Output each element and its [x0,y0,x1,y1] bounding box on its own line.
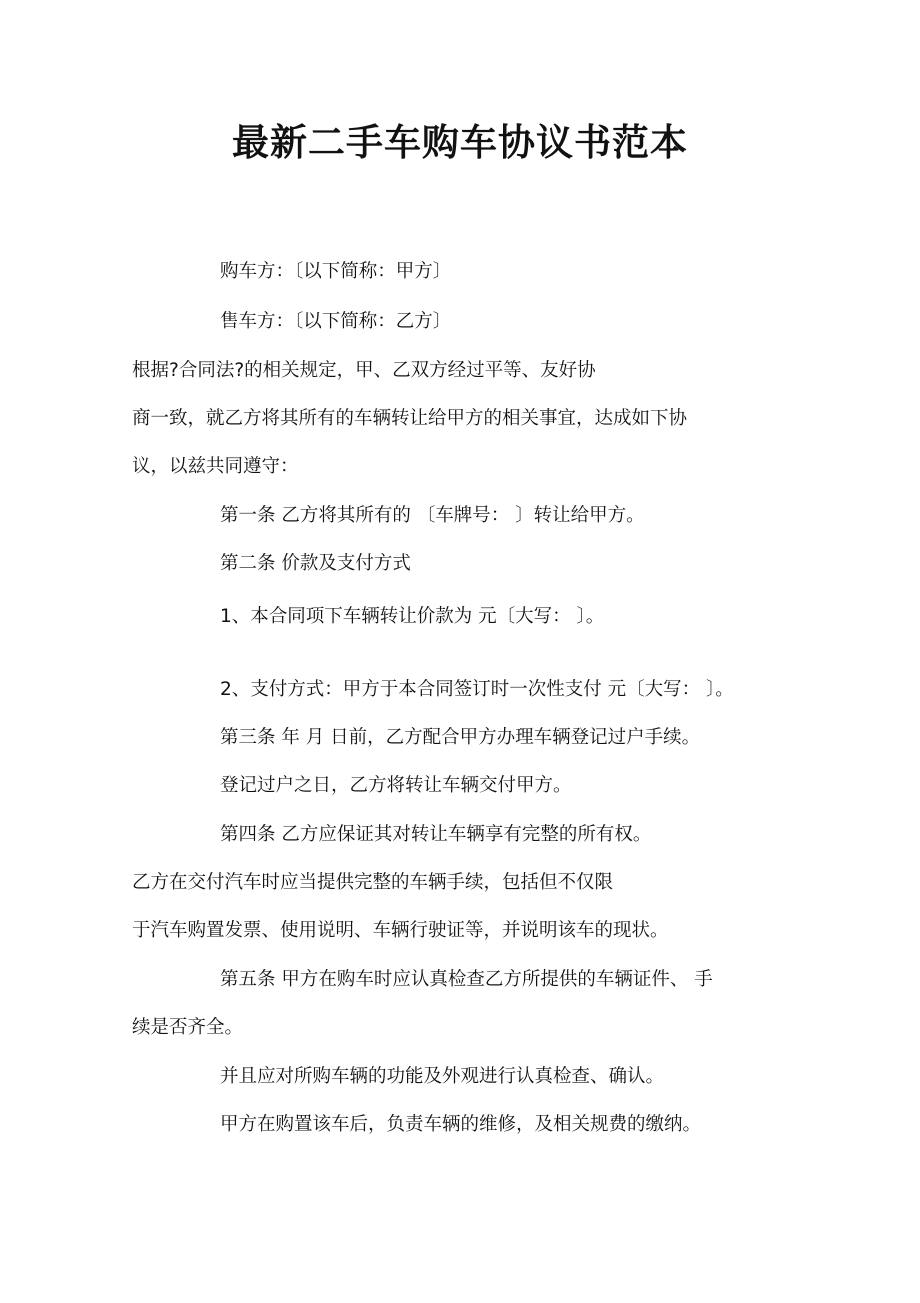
buyer-line: 购车方：〔以下简称：甲方〕 [220,261,452,282]
article-3: 第三条 年 月 日前，乙方配合甲方办理车辆登记过户手续。 [220,727,701,748]
article-5-line-3: 并且应对所购车辆的功能及外观进行认真检查、确认。 [220,1066,665,1087]
article-4-line-3: 于汽车购置发票、使用说明、车辆行驶证等，并说明该车的现状。 [132,920,669,941]
article-4: 第四条 乙方应保证其对转让车辆享有完整的所有权。 [220,824,652,845]
article-3-continued: 登记过户之日，乙方将转让车辆交付甲方。 [220,775,572,796]
article-2-heading: 第二条 价款及支付方式 [220,553,411,574]
article-5-line-2: 续是否齐全。 [132,1017,244,1038]
seller-line: 售车方：〔以下简称：乙方〕 [220,311,452,332]
article-1: 第一条 乙方将其所有的 〔车牌号： 〕转让给甲方。 [220,505,645,526]
document-title: 最新二手车购车协议书范本 [232,121,688,164]
article-4-line-2: 乙方在交付汽车时应当提供完整的车辆手续，包括但不仅限 [132,872,614,893]
preamble-line-1: 根据?合同法?的相关规定，甲、乙双方经过平等、友好协 [132,360,596,381]
article-2-item-1: 1、本合同项下车辆转让价款为 元〔大写： 〕。 [220,606,605,627]
preamble-line-3: 议，以兹共同遵守： [132,456,299,477]
preamble-line-2: 商一致，就乙方将其所有的车辆转让给甲方的相关事宜，达成如下协 [132,408,688,429]
article-5-line-4: 甲方在购置该车后，负责车辆的维修，及相关规费的缴纳。 [220,1114,702,1135]
article-2-item-2: 2、支付方式：甲方于本合同签订时一次性支付 元〔大写： 〕。 [220,679,734,700]
article-5: 第五条 甲方在购车时应认真检查乙方所提供的车辆证件、 手 [220,969,713,990]
